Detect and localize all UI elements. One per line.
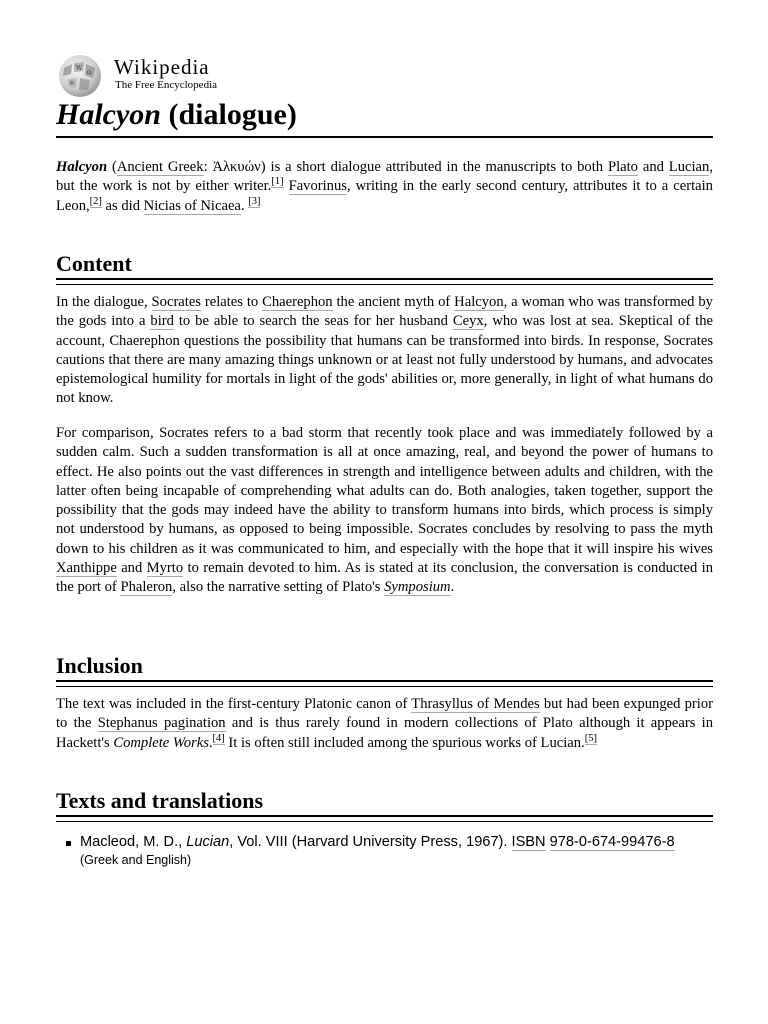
link-xanthippe[interactable]: Xanthippe [56,560,117,577]
link-ancient-greek[interactable]: Ancient Greek [116,159,204,175]
intro-paragraph: Halcyon (Ancient Greek: Ἀλκυών) is a short dialogue attributed in the manuscripts to both Plato and Lucian, but the work is not by either writer.[1] Favorinus, writing in the early second century, attributes it to a certain Leon,[2] as did Nicias of Nicaea. [3] [56,159,713,214]
svg-text:Ω: Ω [87,70,92,76]
content-paragraph-1: In the dialogue, Socrates relates to Chaerephon the ancient myth of Halcyon, a woman who was transformed by the gods into a bird to be able to search the seas for her husband Ceyx, who was lost at sea. Skeptical of the account, Chaerephon questions the possibility that humans can be transformed into birds. In response, Socrates cautions that there are many amazing things unknown or at least not fully understood by humans, and advocates epistemological humility for mortals in light of the gods' abilities or, more generally, in light of what humans do not know. [56,294,713,407]
wordmark: Wikipedia [114,55,210,79]
section-rule [56,815,713,822]
citation-2[interactable]: [2] [89,195,102,207]
page-title [56,96,297,134]
link-favorinus[interactable]: Favorinus [288,178,347,195]
lead-term: Halcyon [56,159,108,175]
link-isbn-number[interactable]: 978-0-674-99476-8 [549,834,675,850]
link-ceyx[interactable]: Ceyx [452,313,484,330]
inclusion-paragraph: The text was included in the first-century Platonic canon of Thrasyllus of Mendes but had been expunged prior to the Stephanus pagination and is thus rarely found in modern collections of Plato although it appears in Hackett's Complete Works.[4] It is often still included among the spurious works of Lucian.[5] [56,696,713,751]
globe-icon [56,54,104,98]
list-item [56,832,713,867]
link-bird[interactable]: bird [150,313,174,330]
section-heading-inclusion: Inclusion [56,653,143,678]
title-rule [56,136,713,138]
citation-1[interactable]: [1] [271,176,284,188]
link-chaerephon[interactable]: Chaerephon [262,294,333,310]
link-plato[interactable]: Plato [607,159,638,175]
svg-text:W: W [76,65,83,72]
svg-text:ф: ф [70,80,74,86]
link-symposium[interactable]: Symposium [384,579,451,596]
section-heading-content: Content [56,251,132,276]
complete-works-title: Complete Works [113,734,209,751]
link-halcyon[interactable]: Halcyon [454,294,504,310]
title-italic: Halcyon [56,98,161,131]
link-phaleron[interactable]: Phaleron [120,579,173,596]
link-nicias-of-nicaea[interactable]: Nicias of Nicaea [143,197,241,214]
reference-note: (Greek and English) [80,853,192,867]
link-myrto[interactable]: Myrto [146,560,184,577]
citation-3[interactable]: [3] [248,195,261,207]
citation-5[interactable]: [5] [584,732,597,744]
link-stephanus-pagination[interactable]: Stephanus pagination [97,715,226,732]
link-thrasyllus-of-mendes[interactable]: Thrasyllus of Mendes [411,696,540,712]
link-socrates[interactable]: Socrates [151,294,201,310]
title-rest: (dialogue) [161,98,297,131]
section-rule [56,278,713,285]
section-rule [56,680,713,687]
reference-entry: Macleod, M. D., Lucian, Vol. VIII (Harvard University Press, 1967). ISBN 978-0-674-99476-8 [80,834,675,850]
link-isbn[interactable]: ISBN [511,834,546,850]
citation-4[interactable]: [4] [212,732,225,744]
content-paragraph-2: For comparison, Socrates refers to a bad storm that recently took place and was immediately followed by a sudden calm. Such a sudden transformation is all at once amazing, real, and beyond the power of humans to effect. He also points out the vast differences in strength and intelligence between adults and children, with the latter often being incapable of comprehending what adults can do. Both analogies, taken together, support the possibility that the gods may indeed have the ability to transform humans into birds, which process is simply not understood by humans, as opposed to being impossible. Socrates concludes by resolving to pass the myth down to his children as it was communicated to him, and especially with the hope that it will inspire his wives Xanthippe and Myrto to remain devoted to him. As is stated at its conclusion, the conversation is conducted in the port of Phaleron, also the narrative setting of Plato's Symposium. [56,425,713,596]
link-lucian[interactable]: Lucian [668,159,710,175]
texts-list [56,832,713,867]
section-heading-texts-and-translations: Texts and translations [56,788,264,813]
bullet-icon [66,841,71,846]
wikipedia-logo[interactable] [56,54,256,98]
book-title: Lucian [186,834,230,850]
tagline: The Free Encyclopedia [115,79,218,91]
